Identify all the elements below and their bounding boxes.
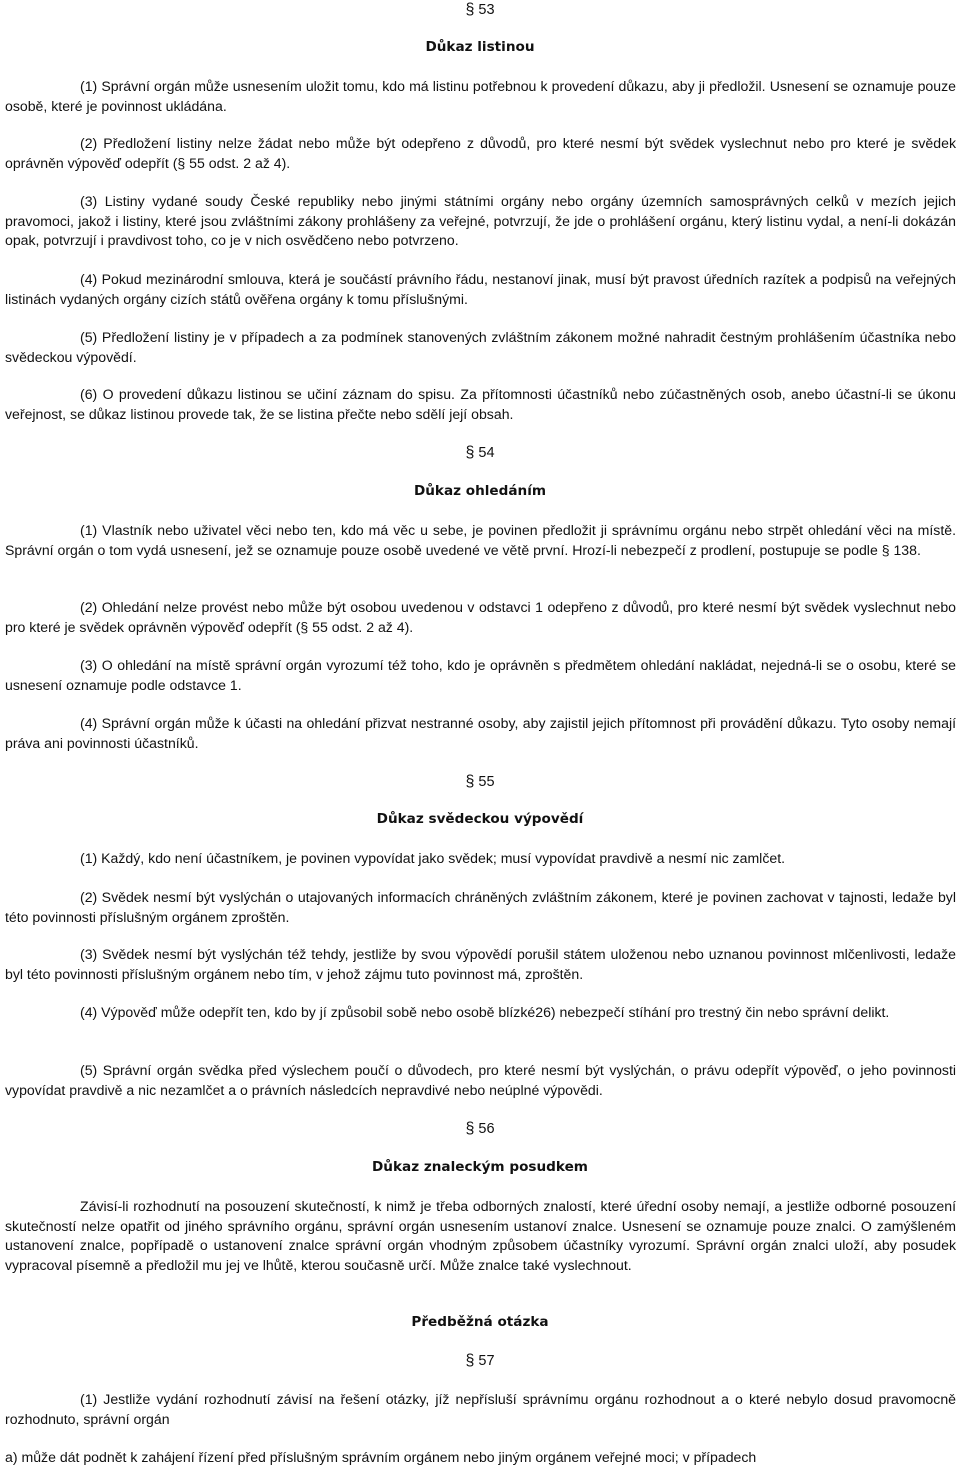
section-paragraph: Závisí-li rozhodnutí na posouzení skutečností, k nimž je třeba odborných znalostí, které úřední osoby nemají, a jestliže odborné posouzení skutečností nelze opatřit od jiného správního orgánu, správní orgán usnesením ustanoví znalce. Usnesení se oznamuje pouze znalci. O zamýšleném ustanovení znalce, popřípadě o ustanovení znalce správní orgán vhodným způsobem účastníky vyrozumí. Správní orgán znalci uloží, aby posudek vypracoval písemně a předložil mu jej ve lhůtě, kterou současně určí. Může znalce také vyslechnout.	[5, 1198, 956, 1273]
section-title: Důkaz znaleckým posudkem	[372, 1159, 588, 1175]
section-number-value: 55	[478, 774, 495, 790]
section-number	[0, 0, 960, 20]
section-paragraph: (1) Jestliže vydání rozhodnutí závisí na řešení otázky, jíž nepřísluší správnímu orgánu rozhodnout a o které nebylo dosud pravomocně rozhodnuto, správní orgán	[5, 1391, 956, 1427]
section-symbol: §	[465, 1352, 475, 1369]
section-paragraph: (1) Každý, kdo není účastníkem, je povinen vypovídat jako svědek; musí vypovídat pravdivě a nesmí nic zamlčet.	[80, 850, 786, 866]
section-number-value: 57	[478, 1353, 495, 1369]
section-number	[0, 443, 960, 463]
section-symbol: §	[465, 773, 475, 790]
section-paragraph: (5) Správní orgán svědka před výslechem poučí o důvodech, pro které nesmí být vyslýchán, o právu odepřít výpověď, o jeho povinnosti vypovídat pravdivě a nic nezamlčet a o právních následcích nepravdivé nebo neúplné výpovědi.	[5, 1062, 956, 1098]
section-paragraph-item: a) může dát podnět k zahájení řízení před příslušným správním orgánem nebo jiným orgánem veřejné moci; v případech	[5, 1449, 757, 1465]
section-symbol: §	[465, 1, 475, 18]
section-symbol: §	[465, 1120, 475, 1137]
section-title: Důkaz ohledáním	[413, 483, 547, 499]
section-paragraph: (4) Správní orgán může k účasti na ohledání přizvat nestranné osoby, aby zajistil jejich přítomnost při provádění důkazu. Tyto osoby nemají práva ani povinnosti účastníků.	[5, 715, 956, 751]
section-paragraph: (1) Vlastník nebo uživatel věci nebo ten, kdo má věc u sebe, je povinen předložit ji správnímu orgánu nebo strpět ohledání věci na místě. Správní orgán o tom vydá usnesení, jež se oznamuje pouze osobě uvedené ve větě první. Hrozí-li nebezpečí z prodlení, postupuje se podle § 138.	[5, 522, 956, 558]
section-number-value: 54	[478, 445, 495, 461]
section-number	[0, 1119, 960, 1139]
section-paragraph: (3) Listiny vydané soudy České republiky nebo jinými státními orgány nebo orgány územních samosprávných celků v mezích jejich pravomoci, jakož i listiny, které jsou zvláštními zákony prohlášeny za veřejné, potvrzují, že jde o prohlášení orgánu, který listinu vydal, a není-li dokázán opak, potvrzují i pravdivost toho, co je v nich osvědčeno nebo potvrzeno.	[5, 193, 956, 248]
section-paragraph: (4) Výpověď může odepřít ten, kdo by jí způsobil sobě nebo osobě blízké26) nebezpečí stíhání pro trestný čin nebo správní delikt.	[80, 1004, 890, 1020]
section-paragraph: (2) Svědek nesmí být vyslýchán o utajovaných informacích chráněných zvláštním zákonem, které je povinen zachovat v tajnosti, ledaže byl této povinnosti příslušným orgánem zproštěn.	[5, 889, 956, 925]
section-paragraph: (1) Správní orgán může usnesením uložit tomu, kdo má listinu potřebnou k provedení důkazu, aby ji předložil. Usnesení se oznamuje pouze osobě, které je povinnost ukládána.	[5, 78, 956, 114]
section-title: Předběžná otázka	[411, 1314, 549, 1330]
section-title: Důkaz listinou	[425, 39, 535, 55]
section-paragraph: (5) Předložení listiny je v případech a za podmínek stanovených zvláštním zákonem možné nahradit čestným prohlášením účastníka nebo svědeckou výpovědí.	[5, 329, 956, 365]
section-number	[0, 1351, 960, 1371]
section-paragraph: (3) Svědek nesmí být vyslýchán též tehdy, jestliže by svou výpovědí porušil státem uloženou nebo uznanou povinnost mlčenlivosti, ledaže byl této povinnosti příslušným orgánem nebo tím, v jehož zájmu tuto povinnost má, zproštěn.	[5, 946, 956, 982]
section-paragraph: (2) Předložení listiny nelze žádat nebo může být odepřeno z důvodů, pro které nesmí být svědek vyslechnut nebo pro které je svědek oprávněn výpověď odepřít (§ 55 odst. 2 až 4).	[5, 135, 956, 171]
section-number-value: 56	[478, 1121, 495, 1137]
section-number-value: 53	[478, 2, 495, 18]
section-title: Důkaz svědeckou výpovědí	[376, 811, 584, 827]
section-paragraph: (2) Ohledání nelze provést nebo může být osobou uvedenou v odstavci 1 odepřeno z důvodů, pro které nesmí být svědek vyslechnut nebo pro které je svědek oprávněn výpověď odepřít (§ 55 odst. 2 až 4).	[5, 599, 956, 635]
section-number	[0, 772, 960, 792]
section-symbol: §	[465, 444, 475, 461]
section-paragraph: (3) O ohledání na místě správní orgán vyrozumí též toho, kdo je oprávněn s předmětem ohledání nakládat, nejedná-li se o osobu, které se usnesení oznamuje podle odstavce 1.	[5, 657, 956, 693]
section-paragraph: (4) Pokud mezinárodní smlouva, která je součástí právního řádu, nestanoví jinak, musí být pravost úředních razítek a podpisů na veřejných listinách vydaných orgány cizích států ověřena orgány k tomu příslušnými.	[5, 271, 956, 307]
section-paragraph: (6) O provedení důkazu listinou se učiní záznam do spisu. Za přítomnosti účastníků nebo zúčastněných osob, anebo účastní-li se úkonu veřejnost, se důkaz listinou provede tak, že se listina přečte nebo sdělí její obsah.	[5, 386, 956, 422]
